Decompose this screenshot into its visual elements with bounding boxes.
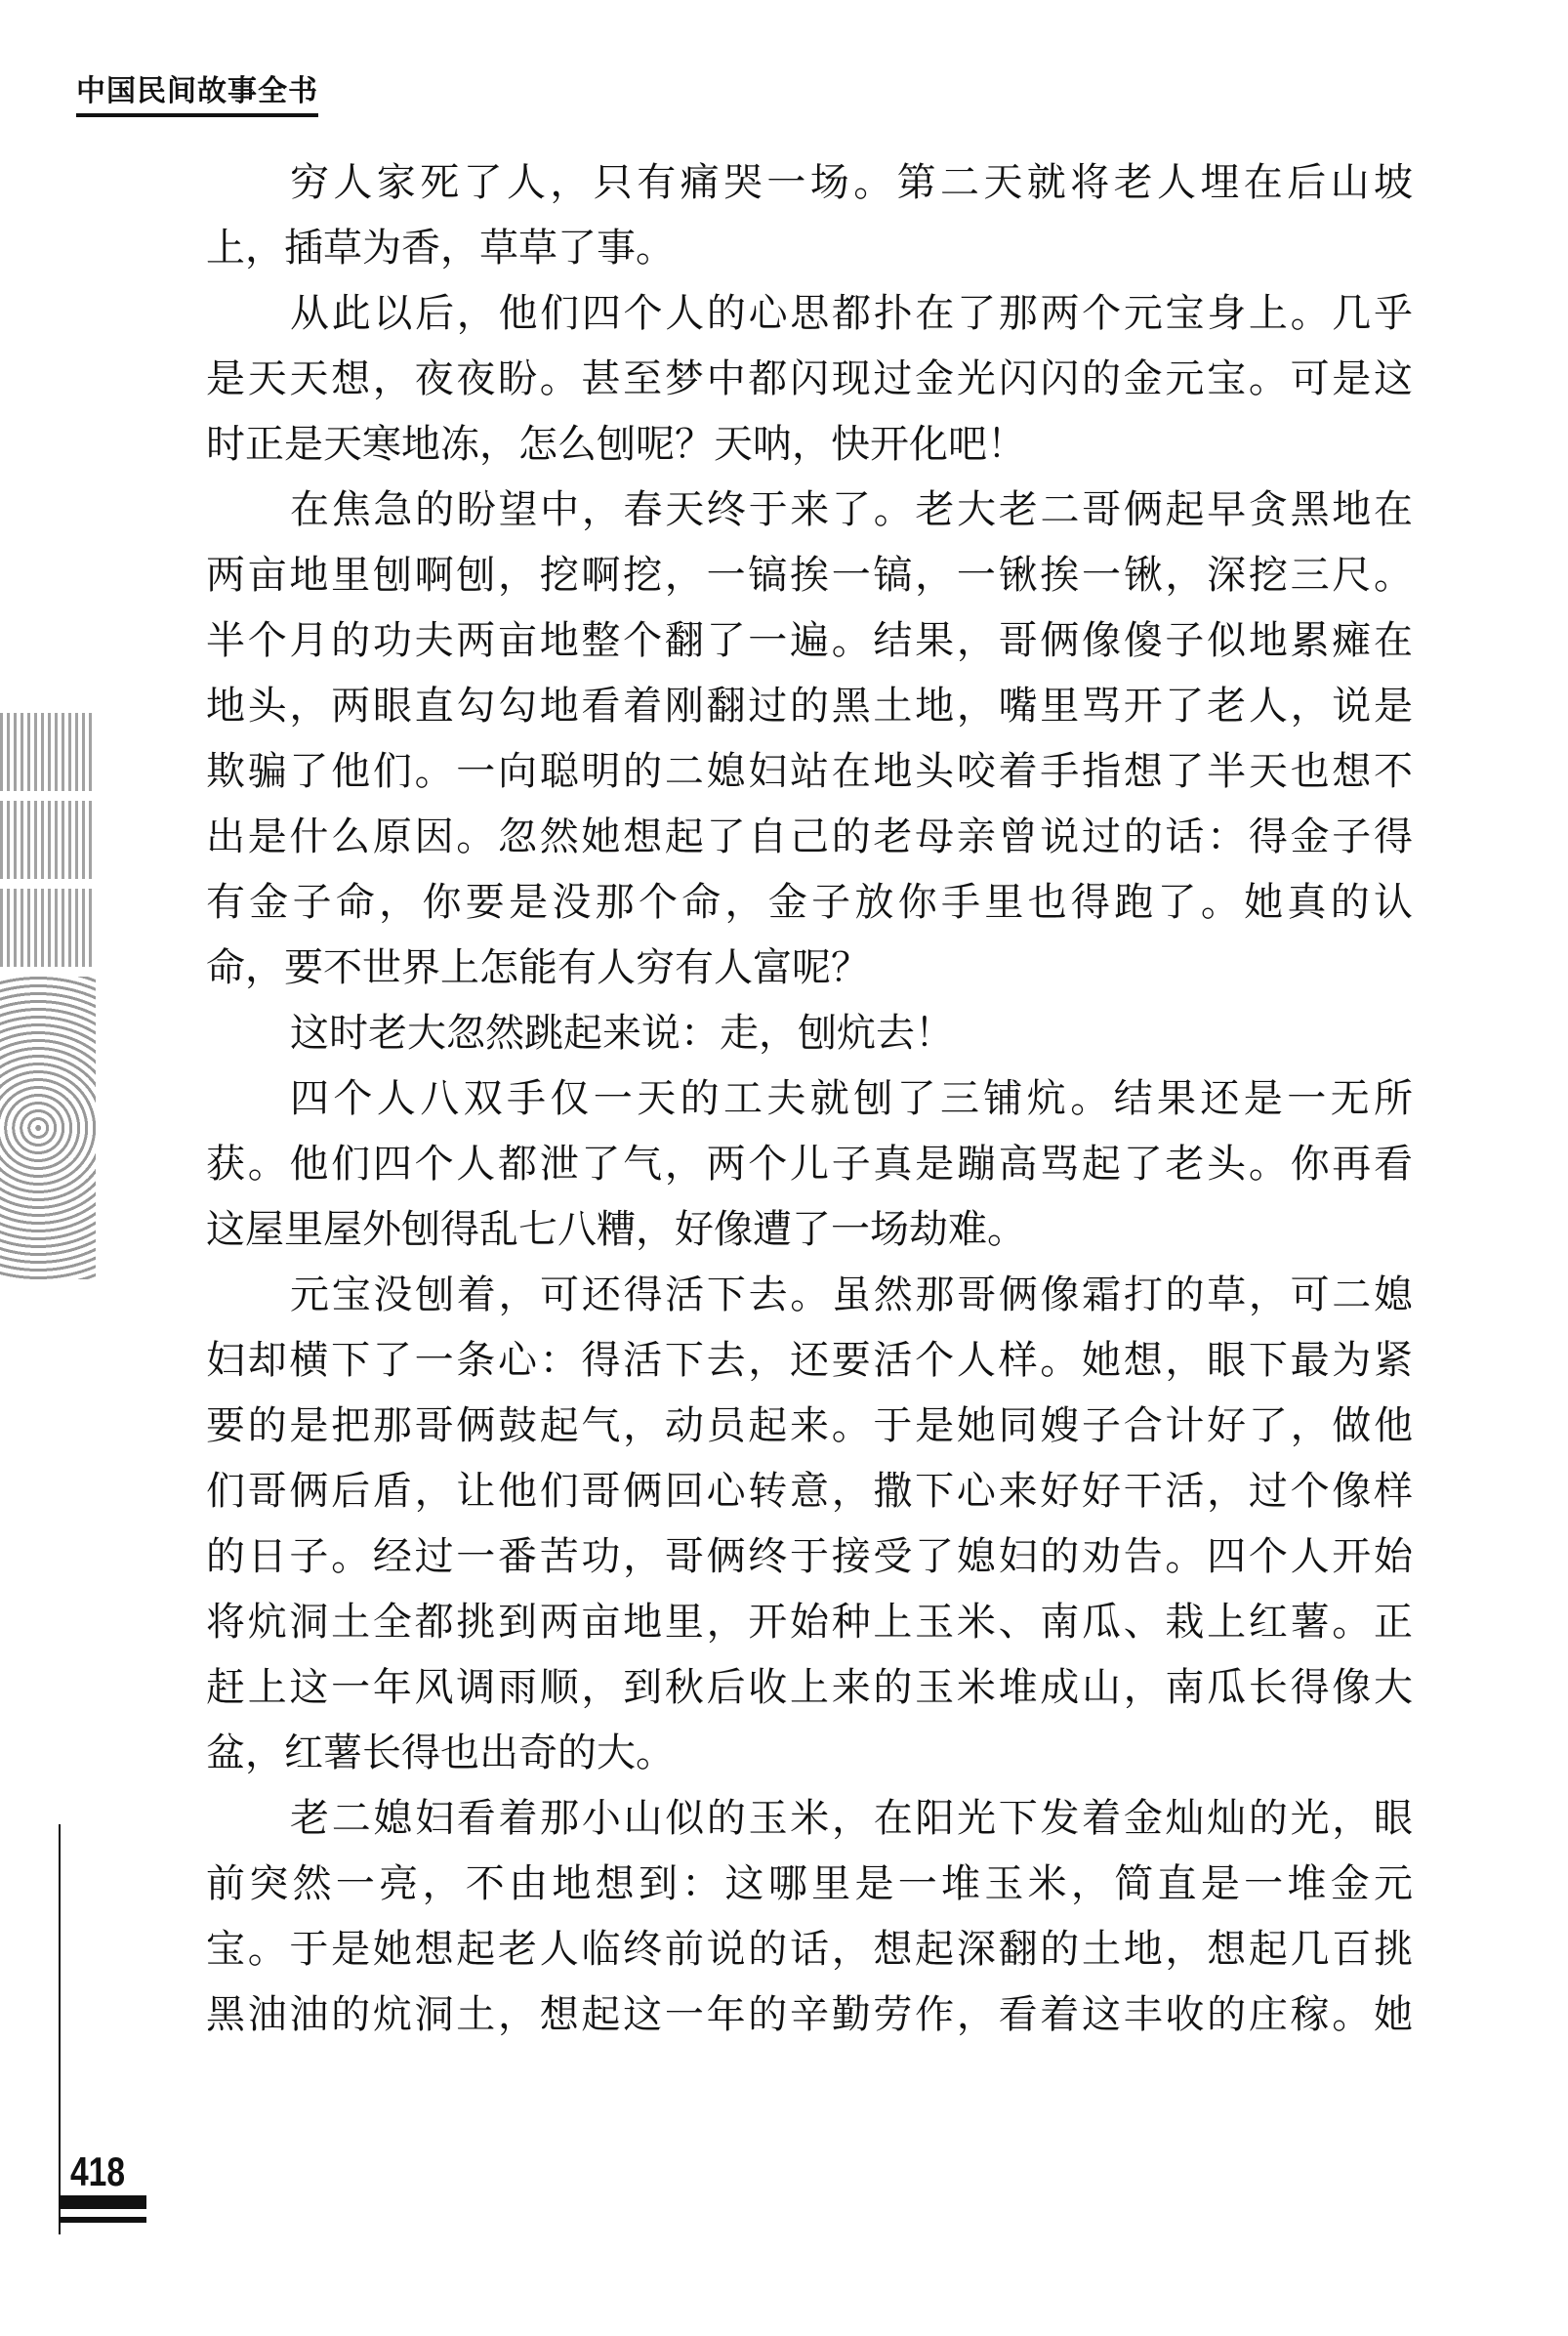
text-line: 欺骗了他们。一向聪明的二媳妇站在地头咬着手指想了半天也想不	[206, 749, 1413, 794]
logo-text-fragment	[0, 801, 96, 879]
logo-text-fragment	[0, 713, 96, 791]
text-line: 这屋里屋外刨得乱七八糟，好像遭了一场劫难。	[206, 1207, 1026, 1252]
text-line: 半个月的功夫两亩地整个翻了一遍。结果，哥俩像傻子似地累瘫在	[206, 618, 1413, 663]
text-line: 盆，红薯长得也出奇的大。	[206, 1731, 675, 1775]
text-line: 这时老大忽然跳起来说：走，刨炕去！	[290, 1011, 954, 1056]
text-line: 从此以后，他们四个人的心思都扑在了那两个元宝身上。几乎	[290, 291, 1413, 336]
footer-bar-thick	[59, 2195, 146, 2209]
footer-bar-thin	[59, 2217, 146, 2223]
text-line: 时正是天寒地冻，怎么刨呢？天呐，快开化吧！	[206, 422, 1026, 467]
text-line: 是天天想，夜夜盼。甚至梦中都闪现过金光闪闪的金元宝。可是这	[206, 356, 1413, 401]
text-line: 元宝没刨着，可还得活下去。虽然那哥俩像霜打的草，可二媳	[290, 1272, 1413, 1317]
text-line: 的日子。经过一番苦功，哥俩终于接受了媳妇的劝告。四个人开始	[206, 1534, 1413, 1579]
text-line: 黑油油的炕洞土，想起这一年的辛勤劳作，看着这丰收的庄稼。她	[206, 1992, 1413, 2037]
logo-text-fragment	[0, 889, 96, 967]
text-line: 将炕洞土全都挑到两亩地里，开始种上玉米、南瓜、栽上红薯。正	[206, 1600, 1413, 1645]
text-line: 穷人家死了人，只有痛哭一场。第二天就将老人埋在后山坡	[290, 160, 1413, 205]
story-body-text	[206, 150, 1413, 2048]
text-line: 四个人八双手仅一天的工夫就刨了三铺炕。结果还是一无所	[290, 1076, 1413, 1121]
text-line: 前突然一亮，不由地想到：这哪里是一堆玉米，简直是一堆金元	[206, 1861, 1413, 1906]
text-line: 地头，两眼直勾勾地看着刚翻过的黑土地，嘴里骂开了老人，说是	[206, 684, 1413, 729]
text-line: 两亩地里刨啊刨，挖啊挖，一镐挨一镐，一锹挨一锹，深挖三尺。	[206, 553, 1413, 598]
text-line: 出是什么原因。忽然她想起了自己的老母亲曾说过的话：得金子得	[206, 814, 1413, 859]
running-header-book-title: 中国民间故事全书	[76, 66, 318, 117]
text-line: 要的是把那哥俩鼓起气，动员起来。于是她同嫂子合计好了，做他	[206, 1403, 1413, 1448]
text-line: 获。他们四个人都泄了气，两个儿子真是蹦高骂起了老头。你再看	[206, 1142, 1413, 1187]
text-line: 老二媳妇看着那小山似的玉米，在阳光下发着金灿灿的光，眼	[290, 1796, 1413, 1841]
margin-heritage-logo	[0, 713, 98, 1279]
margin-rule	[59, 1824, 61, 2234]
text-line: 妇却横下了一条心：得活下去，还要活个人样。她想，眼下最为紧	[206, 1338, 1413, 1383]
text-line: 宝。于是她想起老人临终前说的话，想起深翻的土地，想起几百挑	[206, 1927, 1413, 1972]
page-number: 418	[70, 2148, 126, 2194]
text-line: 赶上这一年风调雨顺，到秋后收上来的玉米堆成山，南瓜长得像大	[206, 1665, 1413, 1710]
text-line: 在焦急的盼望中，春天终于来了。老大老二哥俩起早贪黑地在	[290, 487, 1413, 532]
text-line: 命，要不世界上怎能有人穷有人富呢？	[206, 945, 870, 990]
text-line: 上，插草为香，草草了事。	[206, 226, 675, 271]
logo-pattern-icon	[0, 977, 96, 1279]
text-line: 们哥俩后盾，让他们哥俩回心转意，撒下心来好好干活，过个像样	[206, 1469, 1413, 1514]
text-line: 有金子命，你要是没那个命，金子放你手里也得跑了。她真的认	[206, 880, 1413, 925]
